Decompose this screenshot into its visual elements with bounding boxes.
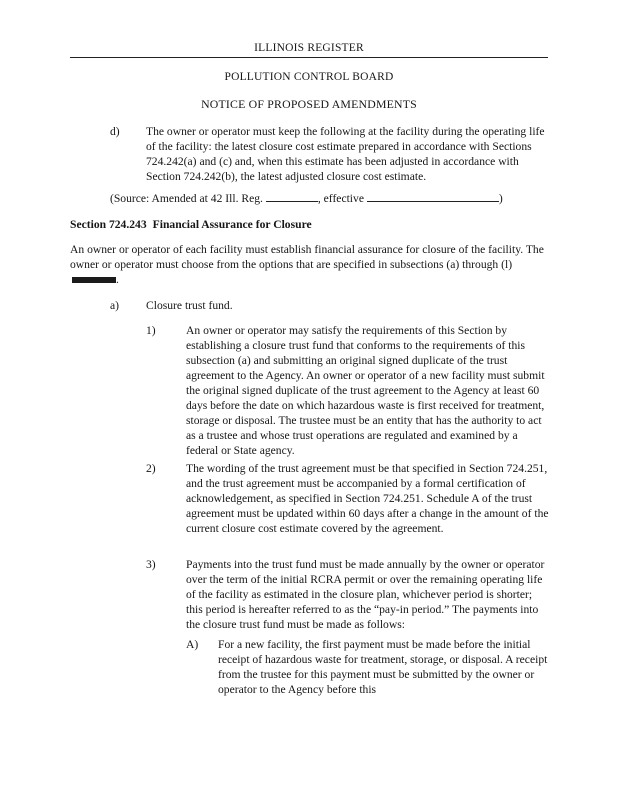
section-title: Financial Assurance for Closure [152, 218, 312, 231]
source-prefix: (Source: Amended at 42 Ill. Reg. [110, 192, 266, 205]
subsection-3-label: 3) [146, 558, 156, 571]
source-note [110, 190, 550, 206]
subsection-2-text: The wording of the trust agreement must be that specified in Section 724.251, and the trust agreement must be accompanied by a formal certification of acknowledgement, as specified in Section 724.251. Schedule A of the trust agreement must be updated within 60 days after a change in the amount of the current closure cost estimate covered by the agreement. [186, 462, 549, 535]
subsection-3-text: Payments into the trust fund must be made annually by the owner or operator over the term of the initial RCRA permit or over the remaining operating life of the facility as estimated in the closure plan, whichever period is shorter; this period is hereafter referred to as the “pay-in period.” The payments into the closure trust fund must be made as follows: [186, 558, 545, 631]
section-heading [70, 217, 312, 232]
source-suffix: ) [498, 192, 503, 205]
register-page-blank [266, 190, 318, 202]
subsection-1-text: An owner or operator may satisfy the requirements of this Section by establishing a closure trust fund that conforms to the requirements of this subsection (a) and submitting an original signed duplicate of the trust agreement to the Agency. An owner or operator of a new facility must submit the original signed duplicate of the trust agreement to the Agency at least 60 days before the date on which hazardous waste is first received for treatment, storage or disposal. The trustee must be an entity that has the authority to act as a trustee and whose trust operations are regulated and examined by a federal or State agency. [186, 324, 545, 457]
subsection-2-label: 2) [146, 462, 156, 475]
board-title: POLLUTION CONTROL BOARD [224, 71, 394, 83]
subsection-1-label: 1) [146, 324, 156, 337]
header-rule [70, 57, 548, 58]
section-number: Section 724.243 [70, 218, 147, 231]
effective-date-blank [367, 190, 499, 202]
notice-title: NOTICE OF PROPOSED AMENDMENTS [201, 97, 417, 111]
intro-text: An owner or operator of each facility must establish financial assurance for closure of the facility. The owner or operator must choose from the options that are specified in subsections (a) through (l) [70, 243, 544, 271]
section-intro [70, 242, 550, 287]
redaction-mark [72, 277, 116, 283]
item-a-label: a) [110, 299, 120, 312]
subsection-A-label: A) [186, 638, 199, 651]
source-effective: , effective [317, 192, 367, 205]
subsection-A-text: For a new facility, the first payment must be made before the initial receipt of hazardous waste for treatment, storage, or disposal. A receipt from the trustee for this payment must be submitted by the owner or operator to the Agency before this [218, 638, 548, 696]
paragraph-d-text: The owner or operator must keep the following at the facility during the operating life of the facility: the latest closure cost estimate prepared in accordance with Sections 724.242(a) and (c) and, when this estimate has been adjusted in accordance with Section 724.242(b), the latest adjusted closure cost estimate. [146, 125, 545, 183]
register-title: ILLINOIS REGISTER [254, 42, 364, 54]
intro-end: . [116, 273, 119, 286]
paragraph-d-label: d) [110, 125, 120, 138]
item-a-heading: Closure trust fund. [146, 299, 233, 312]
